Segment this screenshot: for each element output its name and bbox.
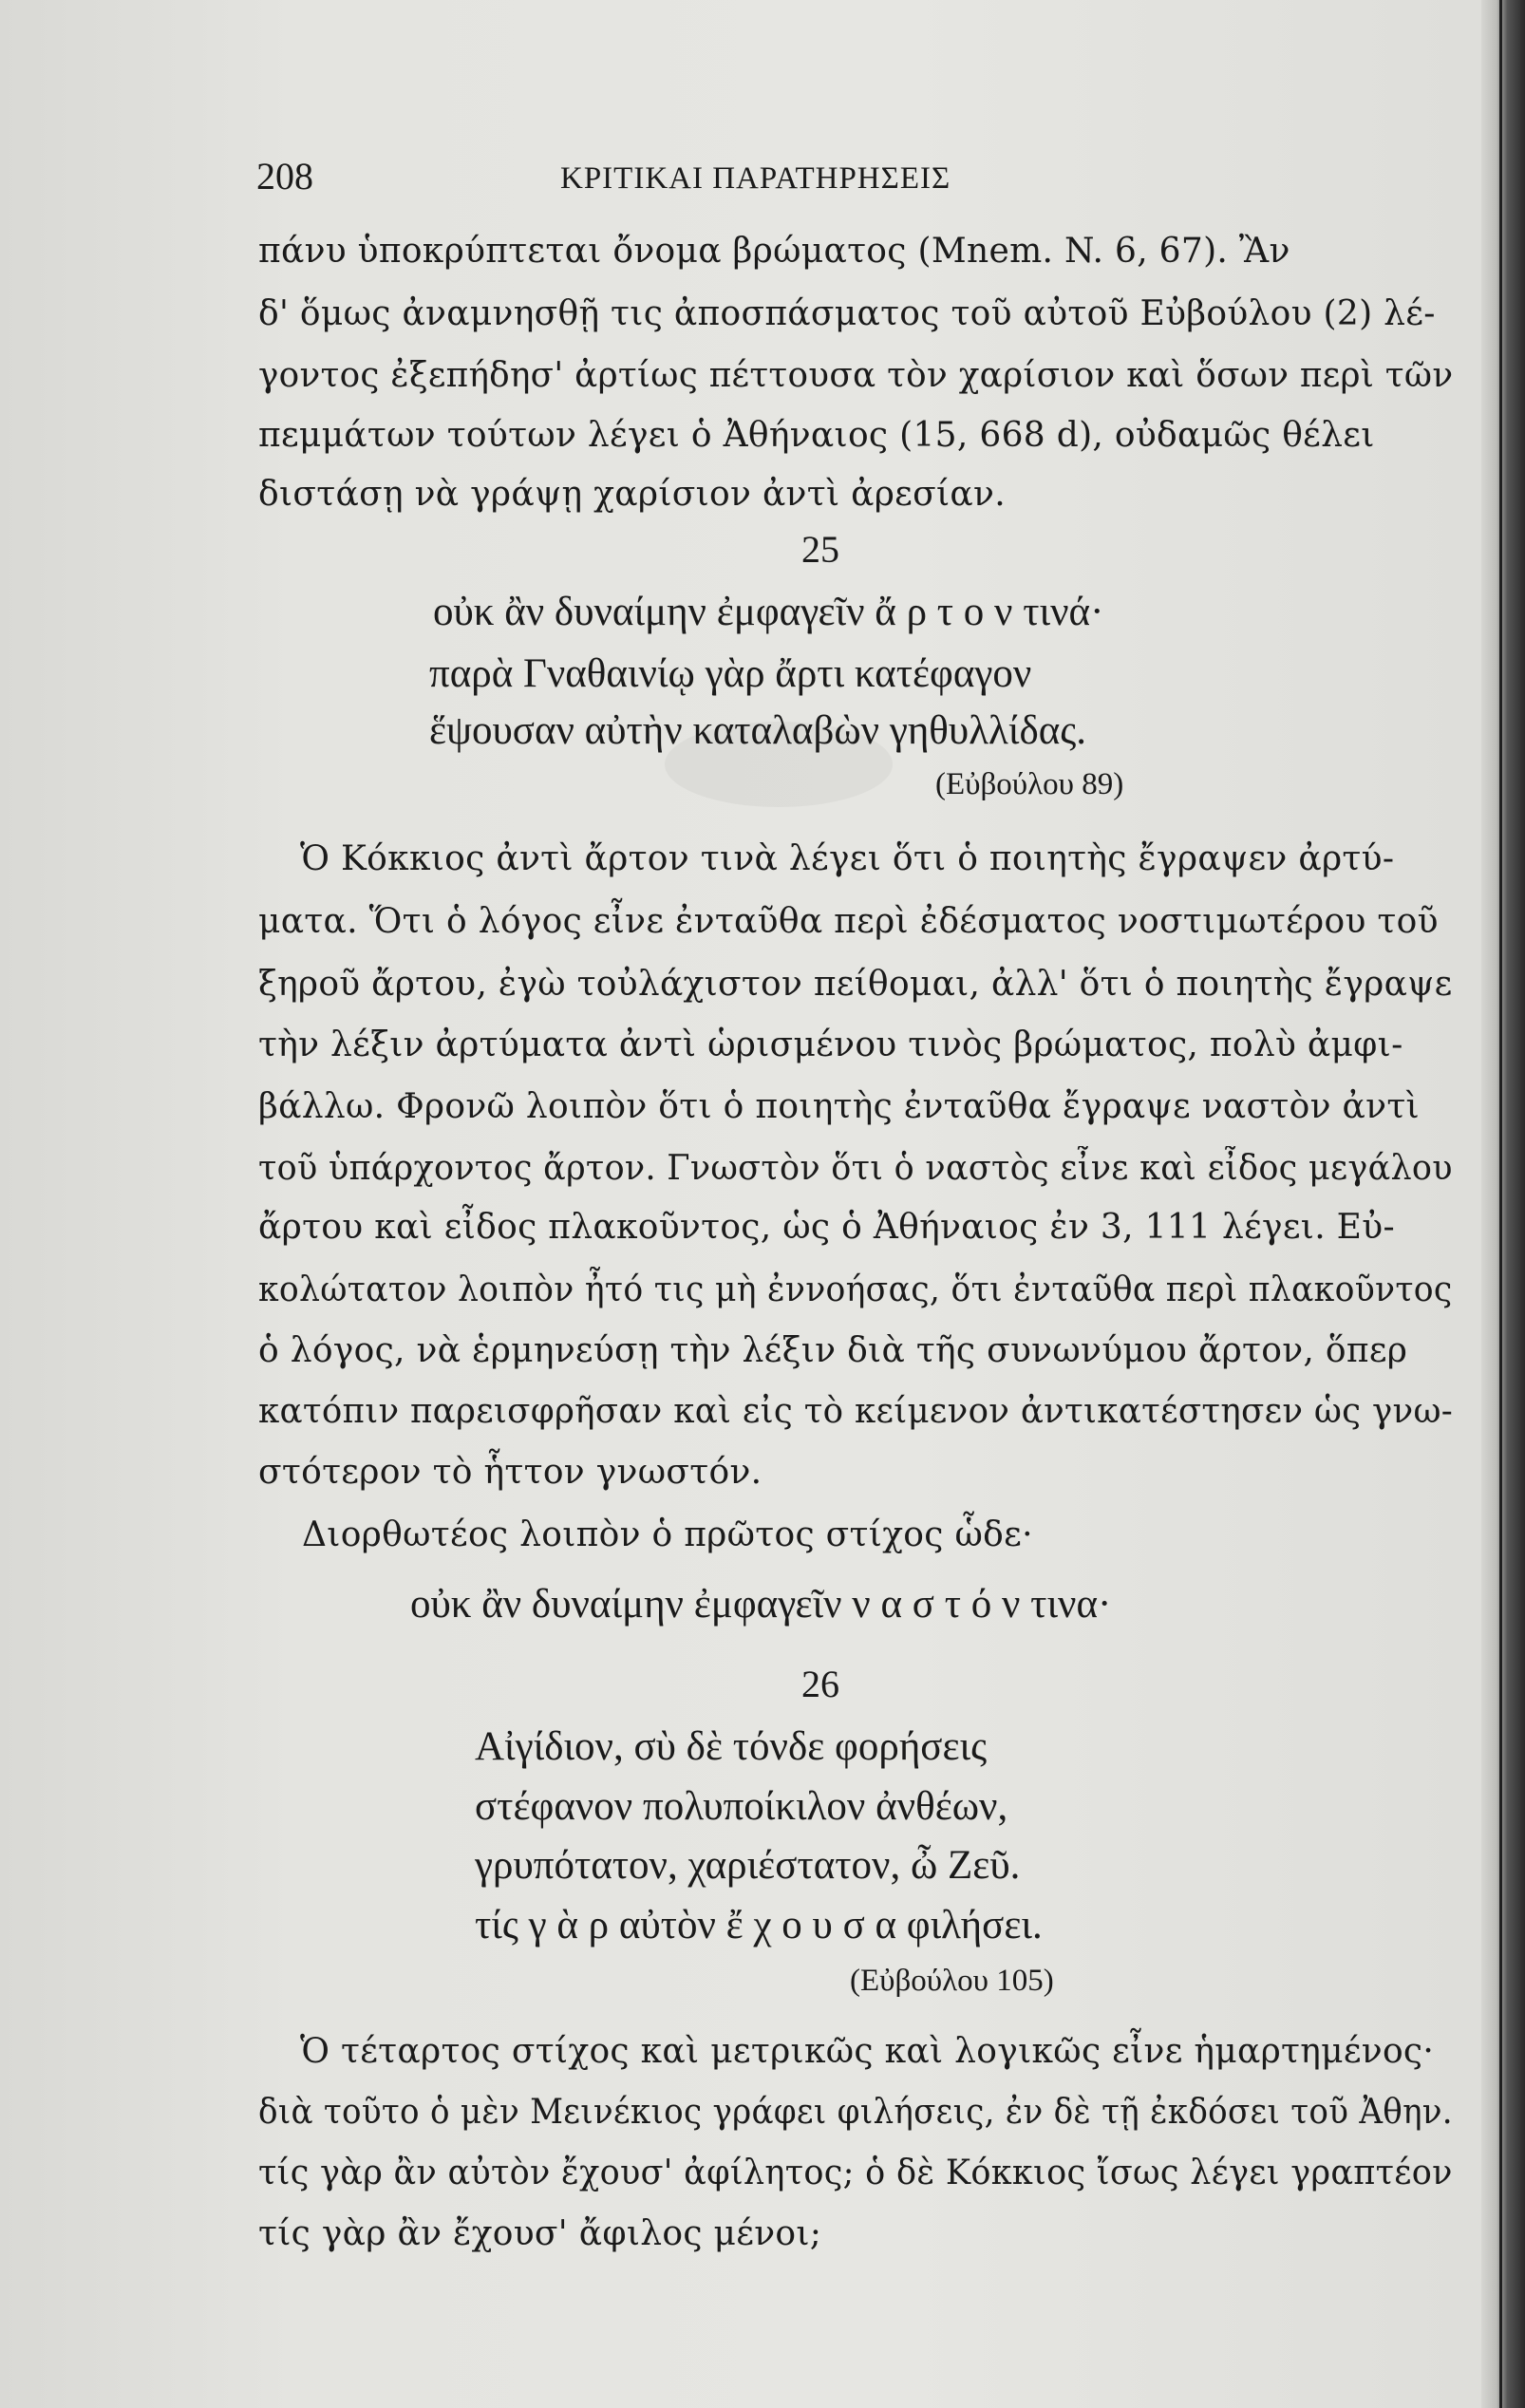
fragment-25-verse: παρὰ Γναθαινίῳ γὰρ ἄρτι κατέφαγον bbox=[429, 651, 1032, 696]
running-title: ΚΡΙΤΙΚΑΙ ΠΑΡΑΤΗΡΗΣΕΙΣ bbox=[560, 161, 951, 196]
para4-line: διὰ τοῦτο ὁ μὲν Μεινέκιος γράφει φιλήσεις, ἐν δὲ τῇ ἐκδόσει τοῦ Ἀθην. bbox=[258, 2093, 1453, 2132]
para4-line: Ὁ τέταρτος στίχος καὶ μετρικῶς καὶ λογικῶς εἶνε ἡμαρτημένος· bbox=[300, 2032, 1435, 2071]
para2-line: Ὁ Κόκκιος ἀντὶ ἄρτον τινὰ λέγει ὅτι ὁ ποιητὴς ἔγραψεν ἀρτύ- bbox=[300, 839, 1395, 878]
para2-line: στότερον τὸ ἧττον γνωστόν. bbox=[258, 1453, 762, 1492]
fragment-25-citation: (Εὐβούλου 89) bbox=[935, 767, 1124, 801]
page-number: 208 bbox=[256, 155, 313, 198]
fragment-26-citation: (Εὐβούλου 105) bbox=[850, 1964, 1054, 1998]
fragment-25-number: 25 bbox=[801, 528, 839, 571]
fragment-26-verse: Αἰγίδιον, σὺ δὲ τόνδε φορήσεις bbox=[475, 1724, 988, 1769]
para1-line: γοντος ἐξεπήδησ' ἀρτίως πέττουσα τὸν χαρίσιον καὶ ὅσων περὶ τῶν bbox=[258, 356, 1454, 395]
book-spine-edge bbox=[1481, 0, 1525, 2408]
para3-text: Διορθωτέος λοιπὸν ὁ πρῶτος στίχος ὧδε· bbox=[302, 1515, 1033, 1554]
fragment-26-verse: γρυπότατον, χαριέστατον, ὦ Ζεῦ. bbox=[475, 1843, 1021, 1888]
para2-line: τοῦ ὑπάρχοντος ἄρτον. Γνωστὸν ὅτι ὁ ναστὸς εἶνε καὶ εἶδος μεγάλου bbox=[258, 1149, 1453, 1188]
para2-line: ἄρτου καὶ εἶδος πλακοῦντος, ὡς ὁ Ἀθήναιος ἐν 3, 111 λέγει. Εὐ- bbox=[258, 1208, 1395, 1247]
para2-line: κολώτατον λοιπὸν ἦτό τις μὴ ἐννοήσας, ὅτι ἐνταῦθα περὶ πλακοῦντος bbox=[258, 1270, 1453, 1309]
fragment-26-number: 26 bbox=[801, 1663, 839, 1705]
fragment-26-verse: στέφανον πολυποίκιλον ἀνθέων, bbox=[475, 1784, 1008, 1829]
corrected-verse: οὐκ ἂν δυναίμην ἐμφαγεῖν ν α σ τ ό ν τινα· bbox=[410, 1582, 1112, 1627]
para1-line: δ' ὅμως ἀναμνησθῇ τις ἀποσπάσματος τοῦ αὐτοῦ Εὐβούλου (2) λέ- bbox=[258, 294, 1436, 333]
para2-line: τὴν λέξιν ἀρτύματα ἀντὶ ὡρισμένου τινὸς βρώματος, πολὺ ἀμφι- bbox=[258, 1025, 1403, 1064]
para4-line: τίς γὰρ ἂν αὐτὸν ἔχουσ' ἀφίλητος; ὁ δὲ Κόκκιος ἴσως λέγει γραπτέον bbox=[258, 2154, 1453, 2192]
para1-line: πεμμάτων τούτων λέγει ὁ Ἀθήναιος (15, 668 d), οὐδαμῶς θέλει bbox=[258, 416, 1375, 455]
fragment-25-verse: οὐκ ἂν δυναίμην ἐμφαγεῖν ἄ ρ τ ο ν τινά· bbox=[433, 590, 1104, 634]
para2-line: βάλλω. Φρονῶ λοιπὸν ὅτι ὁ ποιητὴς ἐνταῦθα ἔγραψε ναστὸν ἀντὶ bbox=[258, 1087, 1420, 1126]
para4-line: τίς γὰρ ἂν ἔχουσ' ἄφιλος μένοι; bbox=[258, 2214, 822, 2253]
para1-line: διστάσῃ νὰ γράψῃ χαρίσιον ἀντὶ ἀρεσίαν. bbox=[258, 475, 1006, 514]
para1-line: πάνυ ὑποκρύπτεται ὄνομα βρώματος (Mnem. N. 6, 67). Ἂν bbox=[258, 232, 1290, 271]
para2-line: ματα. Ὅτι ὁ λόγος εἶνε ἐνταῦθα περὶ ἐδέσματος νοστιμωτέρου τοῦ bbox=[258, 902, 1439, 941]
fragment-26-verse: τίς γ ὰ ρ αὐτὸν ἔ χ ο υ σ α φιλήσει. bbox=[475, 1903, 1043, 1947]
para2-line: ξηροῦ ἄρτου, ἐγὼ τοὐλάχιστον πείθομαι, ἀλλ' ὅτι ὁ ποιητὴς ἔγραψε bbox=[258, 965, 1453, 1004]
page-gutter-line bbox=[1499, 0, 1502, 2408]
para2-line: κατόπιν παρεισφρῆσαν καὶ εἰς τὸ κείμενον ἀντικατέστησεν ὡς γνω- bbox=[258, 1392, 1454, 1431]
fragment-25-verse: ἕψουσαν αὐτὴν καταλαβὼν γηθυλλίδας. bbox=[429, 708, 1087, 753]
para2-line: ὁ λόγος, νὰ ἑρμηνεύσῃ τὴν λέξιν διὰ τῆς συνωνύμου ἄρτον, ὅπερ bbox=[258, 1331, 1408, 1370]
